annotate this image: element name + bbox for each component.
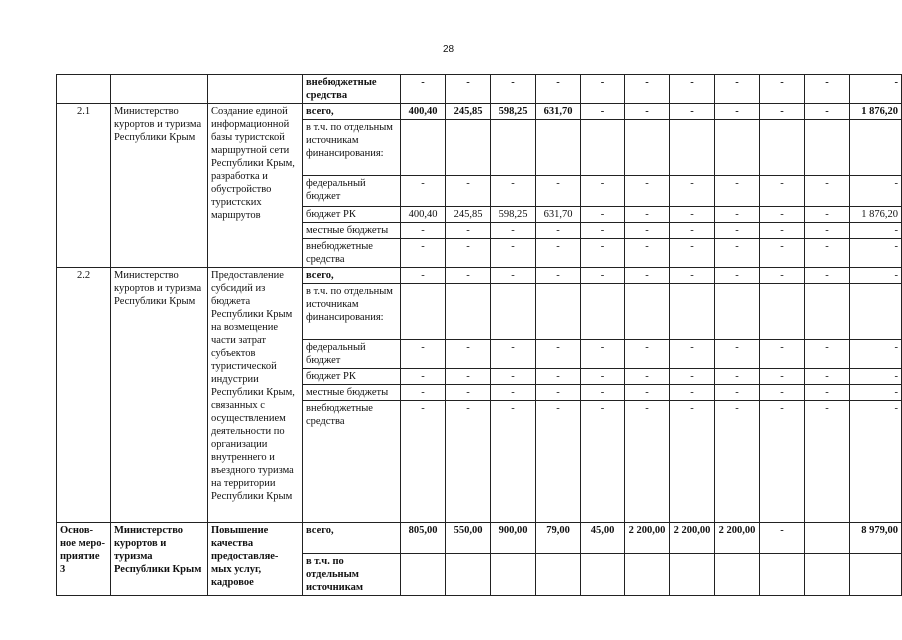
value-cell xyxy=(760,554,805,596)
value-cell: - xyxy=(401,223,446,239)
value-cell: 245,85 xyxy=(446,207,491,223)
value-cell: - xyxy=(625,104,670,120)
value-cell: - xyxy=(625,223,670,239)
total-cell: - xyxy=(850,223,902,239)
value-cell xyxy=(401,284,446,340)
value-cell xyxy=(670,120,715,176)
value-cell: - xyxy=(715,369,760,385)
source-cell: всего, xyxy=(303,523,401,554)
total-cell: 8 979,00 xyxy=(850,523,902,554)
value-cell: 550,00 xyxy=(446,523,491,554)
table-row xyxy=(57,75,902,104)
value-cell xyxy=(625,284,670,340)
value-cell: - xyxy=(401,176,446,207)
value-cell: - xyxy=(715,75,760,104)
value-cell: - xyxy=(536,340,581,369)
value-cell: - xyxy=(491,239,536,268)
value-cell: - xyxy=(625,340,670,369)
value-cell: - xyxy=(625,369,670,385)
value-cell xyxy=(760,284,805,340)
activity-cell xyxy=(208,75,303,104)
value-cell: - xyxy=(805,104,850,120)
value-cell: - xyxy=(446,401,491,523)
value-cell: 900,00 xyxy=(491,523,536,554)
value-cell xyxy=(581,554,625,596)
value-cell: - xyxy=(670,207,715,223)
value-cell: - xyxy=(760,523,805,554)
total-cell: - xyxy=(850,369,902,385)
value-cell xyxy=(536,120,581,176)
table-row xyxy=(57,104,902,120)
value-cell: 631,70 xyxy=(536,104,581,120)
value-cell: - xyxy=(715,340,760,369)
source-cell: внебюджетные средства xyxy=(303,75,401,104)
total-cell xyxy=(850,284,902,340)
value-cell: - xyxy=(805,75,850,104)
value-cell: - xyxy=(581,75,625,104)
executor-cell: Министерство курортов и туризма Республики Крым xyxy=(111,523,208,596)
value-cell: - xyxy=(760,75,805,104)
source-cell: местные бюджеты xyxy=(303,223,401,239)
activity-cell: Создание единой информационной базы туристской маршрутной сети Республики Крым, разработка и обустройство туристских маршрутов xyxy=(208,104,303,268)
value-cell: - xyxy=(805,223,850,239)
value-cell: 805,00 xyxy=(401,523,446,554)
value-cell: - xyxy=(491,401,536,523)
value-cell xyxy=(446,120,491,176)
value-cell: - xyxy=(715,207,760,223)
value-cell xyxy=(805,120,850,176)
value-cell: - xyxy=(805,268,850,284)
value-cell: 45,00 xyxy=(581,523,625,554)
value-cell xyxy=(670,554,715,596)
activity-cell: Повышение качества предоставляе-мых услуг, кадровое xyxy=(208,523,303,596)
value-cell: - xyxy=(625,207,670,223)
total-cell: - xyxy=(850,401,902,523)
value-cell: - xyxy=(491,176,536,207)
total-cell: - xyxy=(850,340,902,369)
value-cell: 2 200,00 xyxy=(625,523,670,554)
page-number: 28 xyxy=(442,44,455,55)
budget-table xyxy=(56,74,902,596)
value-cell: - xyxy=(446,268,491,284)
total-cell: 1 876,20 xyxy=(850,207,902,223)
executor-cell: Министерство курортов и туризма Республики Крым xyxy=(111,268,208,523)
total-cell: - xyxy=(850,176,902,207)
source-cell: внебюджетные средства xyxy=(303,239,401,268)
value-cell: - xyxy=(536,369,581,385)
source-cell: федеральный бюджет xyxy=(303,176,401,207)
value-cell: - xyxy=(670,75,715,104)
source-cell: бюджет РК xyxy=(303,369,401,385)
executor-cell: Министерство курортов и туризма Республики Крым xyxy=(111,104,208,268)
value-cell: - xyxy=(805,401,850,523)
value-cell: - xyxy=(581,401,625,523)
value-cell: - xyxy=(536,401,581,523)
value-cell: - xyxy=(670,223,715,239)
value-cell: 598,25 xyxy=(491,104,536,120)
value-cell: - xyxy=(625,401,670,523)
total-cell: 1 876,20 xyxy=(850,104,902,120)
value-cell: - xyxy=(491,385,536,401)
value-cell: - xyxy=(715,239,760,268)
value-cell xyxy=(805,554,850,596)
value-cell: - xyxy=(401,340,446,369)
value-cell: - xyxy=(760,369,805,385)
value-cell: - xyxy=(446,239,491,268)
value-cell: - xyxy=(581,369,625,385)
value-cell xyxy=(715,120,760,176)
value-cell xyxy=(491,284,536,340)
total-cell xyxy=(850,554,902,596)
value-cell xyxy=(401,120,446,176)
value-cell: - xyxy=(581,207,625,223)
value-cell: - xyxy=(805,340,850,369)
value-cell: - xyxy=(670,401,715,523)
value-cell: - xyxy=(491,340,536,369)
value-cell xyxy=(670,284,715,340)
value-cell xyxy=(536,554,581,596)
value-cell xyxy=(491,554,536,596)
value-cell: - xyxy=(401,75,446,104)
value-cell xyxy=(446,284,491,340)
value-cell: 631,70 xyxy=(536,207,581,223)
value-cell: - xyxy=(760,401,805,523)
value-cell: - xyxy=(536,385,581,401)
total-cell: - xyxy=(850,385,902,401)
value-cell: - xyxy=(446,223,491,239)
total-cell xyxy=(850,120,902,176)
value-cell: - xyxy=(760,207,805,223)
value-cell: - xyxy=(670,385,715,401)
value-cell: - xyxy=(760,340,805,369)
value-cell: - xyxy=(536,75,581,104)
value-cell xyxy=(760,120,805,176)
total-cell: - xyxy=(850,268,902,284)
value-cell: - xyxy=(536,223,581,239)
value-cell: - xyxy=(581,223,625,239)
value-cell: 79,00 xyxy=(536,523,581,554)
value-cell: - xyxy=(581,340,625,369)
value-cell: - xyxy=(446,75,491,104)
source-cell: всего, xyxy=(303,268,401,284)
value-cell: - xyxy=(625,239,670,268)
value-cell: - xyxy=(670,369,715,385)
value-cell xyxy=(446,554,491,596)
source-cell: внебюджетные средства xyxy=(303,401,401,523)
source-cell: в т.ч. по отдельным источникам финансирования: xyxy=(303,120,401,176)
value-cell: 400,40 xyxy=(401,104,446,120)
num-cell xyxy=(57,75,111,104)
value-cell: - xyxy=(625,385,670,401)
value-cell xyxy=(401,554,446,596)
value-cell: - xyxy=(581,268,625,284)
value-cell: - xyxy=(715,176,760,207)
num-cell: 2.1 xyxy=(57,104,111,268)
value-cell: - xyxy=(760,385,805,401)
value-cell: - xyxy=(670,340,715,369)
value-cell: 2 200,00 xyxy=(715,523,760,554)
value-cell: - xyxy=(805,207,850,223)
value-cell: - xyxy=(536,268,581,284)
value-cell: - xyxy=(401,268,446,284)
value-cell: - xyxy=(805,176,850,207)
value-cell xyxy=(581,120,625,176)
value-cell: - xyxy=(715,385,760,401)
value-cell: - xyxy=(760,176,805,207)
value-cell: - xyxy=(625,268,670,284)
value-cell: - xyxy=(536,239,581,268)
value-cell: - xyxy=(581,385,625,401)
value-cell: - xyxy=(625,176,670,207)
num-cell: Основ-ное меро-приятие 3 xyxy=(57,523,111,596)
value-cell: - xyxy=(670,239,715,268)
value-cell: - xyxy=(715,401,760,523)
table-row xyxy=(57,268,902,284)
value-cell: - xyxy=(625,75,670,104)
value-cell: - xyxy=(805,369,850,385)
executor-cell xyxy=(111,75,208,104)
total-cell: - xyxy=(850,75,902,104)
value-cell: 245,85 xyxy=(446,104,491,120)
value-cell: - xyxy=(805,239,850,268)
value-cell: - xyxy=(491,369,536,385)
value-cell: - xyxy=(715,268,760,284)
value-cell xyxy=(491,120,536,176)
value-cell: - xyxy=(760,268,805,284)
value-cell: - xyxy=(401,239,446,268)
value-cell xyxy=(715,284,760,340)
value-cell: - xyxy=(401,385,446,401)
value-cell: - xyxy=(446,369,491,385)
value-cell: 400,40 xyxy=(401,207,446,223)
value-cell: - xyxy=(805,385,850,401)
budget-table-body xyxy=(57,75,902,596)
value-cell xyxy=(715,554,760,596)
value-cell: - xyxy=(536,176,581,207)
source-cell: всего, xyxy=(303,104,401,120)
value-cell xyxy=(625,120,670,176)
source-cell: местные бюджеты xyxy=(303,385,401,401)
value-cell: - xyxy=(491,75,536,104)
source-cell: в т.ч. по отдельным источникам xyxy=(303,554,401,596)
value-cell xyxy=(581,284,625,340)
value-cell: - xyxy=(581,104,625,120)
value-cell: 2 200,00 xyxy=(670,523,715,554)
value-cell xyxy=(625,554,670,596)
value-cell: - xyxy=(715,223,760,239)
value-cell: - xyxy=(760,239,805,268)
value-cell: - xyxy=(491,268,536,284)
value-cell: - xyxy=(446,385,491,401)
value-cell: - xyxy=(401,401,446,523)
source-cell: бюджет РК xyxy=(303,207,401,223)
value-cell xyxy=(805,284,850,340)
value-cell: - xyxy=(491,223,536,239)
value-cell: - xyxy=(760,223,805,239)
value-cell: - xyxy=(581,239,625,268)
value-cell xyxy=(805,523,850,554)
activity-cell: Предоставление субсидий из бюджета Республики Крым на возмещение части затрат субъектов туристической индустрии Республики Крым, связанных с осуществлением деятельности по организации внутреннего и въездного туризма на территории Республики Крым xyxy=(208,268,303,523)
value-cell xyxy=(536,284,581,340)
value-cell: - xyxy=(446,176,491,207)
total-cell: - xyxy=(850,239,902,268)
value-cell: - xyxy=(401,369,446,385)
table-row xyxy=(57,523,902,554)
value-cell: - xyxy=(670,176,715,207)
value-cell: - xyxy=(446,340,491,369)
value-cell: - xyxy=(670,268,715,284)
value-cell: 598,25 xyxy=(491,207,536,223)
value-cell: - xyxy=(670,104,715,120)
value-cell: - xyxy=(581,176,625,207)
num-cell: 2.2 xyxy=(57,268,111,523)
source-cell: в т.ч. по отдельным источникам финансирования: xyxy=(303,284,401,340)
value-cell: - xyxy=(715,104,760,120)
value-cell: - xyxy=(760,104,805,120)
source-cell: федеральный бюджет xyxy=(303,340,401,369)
